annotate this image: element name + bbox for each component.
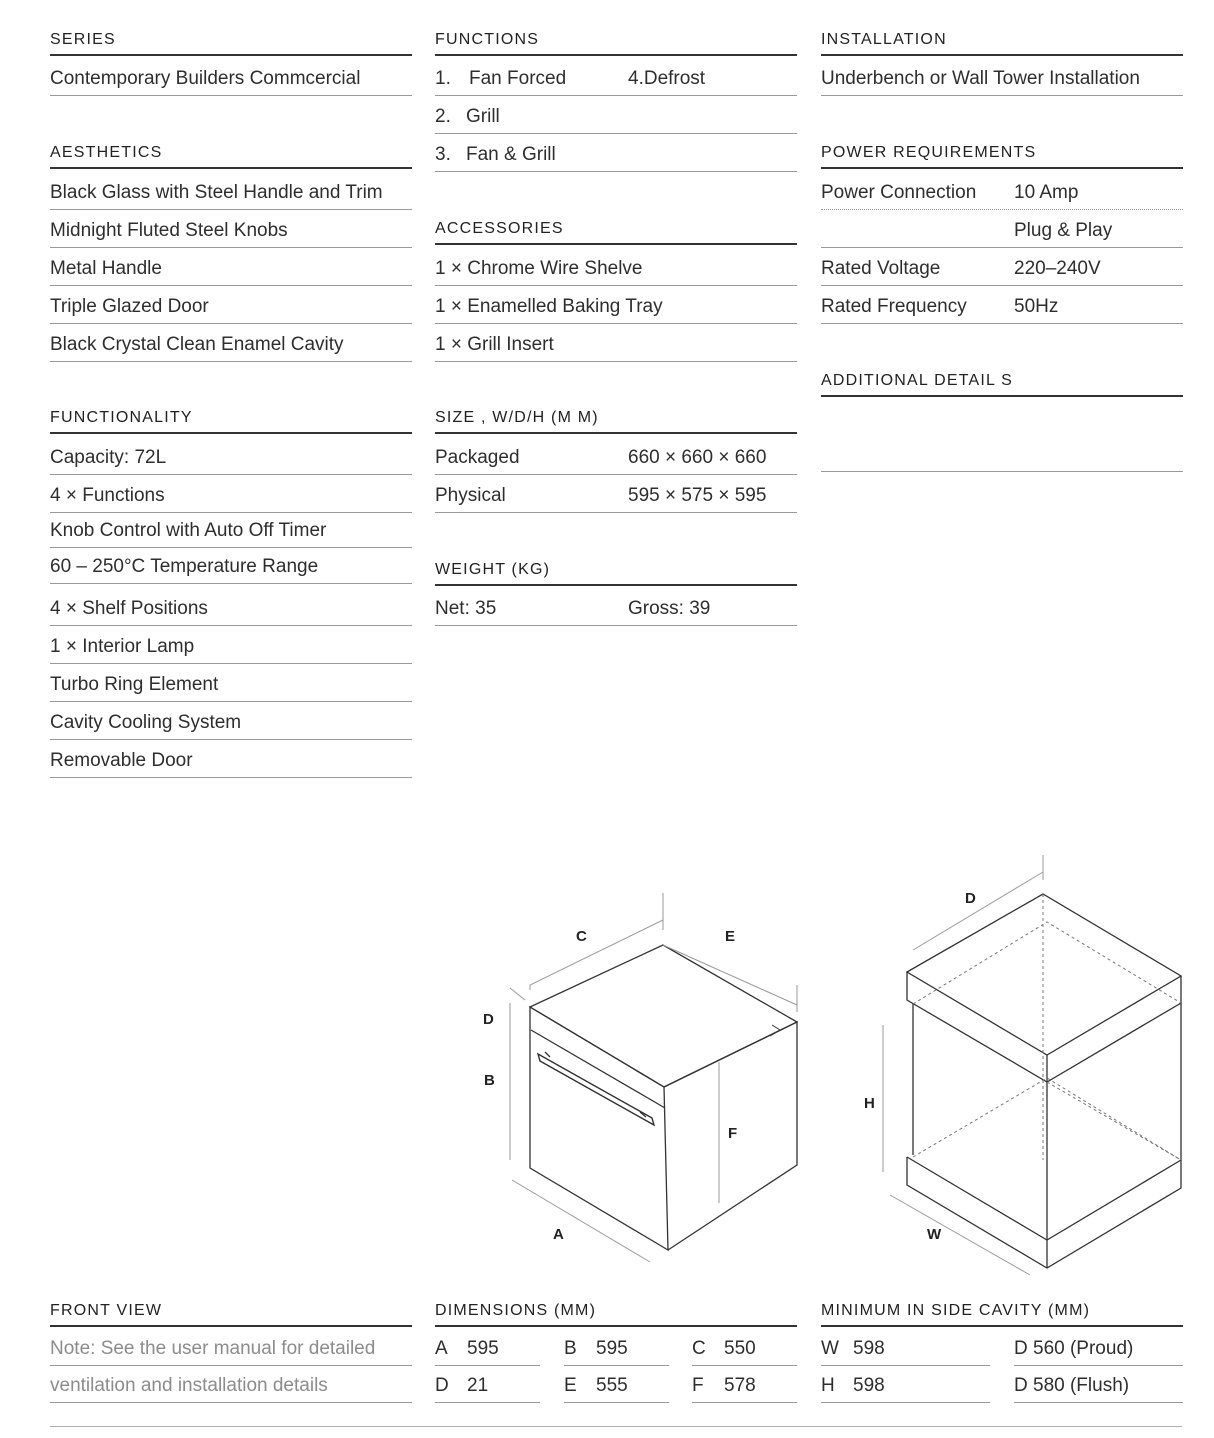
dimension-key: A (435, 1338, 448, 1359)
oven-diagram (530, 945, 797, 1250)
cavity-value: D 580 (Flush) (1014, 1375, 1130, 1396)
oven-label-e: E (725, 928, 736, 945)
front-view-note: Note: See the user manual for detailed (50, 1337, 412, 1366)
dimension-line-a (512, 1180, 650, 1262)
dimension-key: B (564, 1338, 577, 1359)
functionality-item: Cavity Cooling System (50, 711, 412, 740)
dimension-value: 21 (467, 1375, 489, 1396)
dimension-value: 595 (596, 1338, 628, 1359)
cavity-value: 598 (853, 1338, 885, 1359)
front-view-note: ventilation and installation details (50, 1374, 412, 1403)
aesthetics-item: Triple Glazed Door (50, 295, 412, 324)
additional-heading: ADDITIONAL DETAIL S (821, 373, 1183, 397)
cavity-label-d: D (965, 890, 976, 907)
front-view-heading: FRONT VIEW (50, 1303, 412, 1327)
dimension-value: 550 (724, 1338, 756, 1359)
function-label: Fan & Grill (466, 144, 556, 165)
dimension-key: E (564, 1375, 577, 1396)
oven-control-strip (531, 1030, 665, 1108)
dimension-value: 595 (467, 1338, 499, 1359)
oven-label-c: C (576, 928, 587, 945)
accessory-item: 1 × Enamelled Baking Tray (435, 295, 797, 324)
cavity-bottom-edge (907, 1157, 1181, 1268)
functions-heading: FUNCTIONS (435, 32, 797, 56)
functionality-item: Knob Control with Auto Off Timer (50, 519, 412, 548)
aesthetics-heading: AESTHETICS (50, 145, 412, 169)
dimension-line-d (913, 872, 1043, 950)
installation-heading: INSTALLATION (821, 32, 1183, 56)
aesthetics-item: Midnight Fluted Steel Knobs (50, 219, 412, 248)
functionality-item: 4 × Shelf Positions (50, 597, 412, 626)
oven-label-b: B (484, 1072, 495, 1089)
function-label: Fan Forced (469, 68, 567, 89)
dimension-line-w (890, 1195, 1030, 1275)
size-value: 660 × 660 × 660 (628, 447, 767, 468)
aesthetics-item: Metal Handle (50, 257, 412, 286)
cavity-value: 598 (853, 1375, 885, 1396)
weight-gross: Gross: 39 (628, 598, 711, 619)
hidden-line (913, 922, 1181, 1004)
weight-heading: WEIGHT (KG) (435, 562, 797, 586)
cavity-heading: MINIMUM IN SIDE CAVITY (MM) (821, 1303, 1183, 1327)
power-value: 10 Amp (1014, 182, 1079, 203)
oven-label-a: A (553, 1226, 564, 1243)
function-number: 3. (435, 144, 451, 165)
oven-label-f: F (728, 1125, 738, 1142)
cavity-label-w: W (927, 1226, 942, 1243)
cavity-bottom (907, 1157, 1181, 1240)
power-heading: POWER REQUIREMENTS (821, 145, 1183, 169)
footer-rule (50, 1426, 1182, 1427)
functionality-item: Removable Door (50, 749, 412, 778)
functionality-item: 60 – 250°C Temperature Range (50, 555, 412, 584)
dimensions-heading: DIMENSIONS (MM) (435, 1303, 797, 1327)
function-label: Grill (466, 106, 500, 127)
cavity-key: H (821, 1375, 835, 1396)
accessory-item: 1 × Grill Insert (435, 333, 797, 362)
oven-dimension-lines (510, 893, 797, 1262)
cavity-value: D 560 (Proud) (1014, 1338, 1134, 1359)
dimension-key: F (692, 1375, 704, 1396)
power-value: 50Hz (1014, 296, 1059, 317)
power-label: Rated Voltage (821, 258, 941, 279)
series-value: Contemporary Builders Commcercial (50, 67, 412, 96)
size-heading: SIZE , W/D/H (M M) (435, 410, 797, 434)
dimension-value: 578 (724, 1375, 756, 1396)
power-label: Rated Frequency (821, 296, 967, 317)
functionality-item: 4 × Functions (50, 484, 412, 513)
functionality-heading: FUNCTIONALITY (50, 410, 412, 434)
cavity-top (907, 894, 1181, 1055)
aesthetics-item: Black Crystal Clean Enamel Cavity (50, 333, 412, 362)
size-value: 595 × 575 × 595 (628, 485, 767, 506)
oven-label-d: D (483, 1011, 494, 1028)
dimension-key: D (435, 1375, 449, 1396)
function-number: 2. (435, 106, 451, 127)
oven-handle (538, 1054, 654, 1125)
series-heading: SERIES (50, 32, 412, 56)
oven-handle-mount (545, 1052, 550, 1057)
power-value: Plug & Play (1014, 220, 1113, 241)
weight-net: Net: 35 (435, 598, 497, 619)
dimension-line-e (663, 945, 797, 1005)
cavity-label-h: H (864, 1095, 875, 1112)
dimension-value: 555 (596, 1375, 628, 1396)
function-number: 1. (435, 68, 451, 89)
accessory-item: 1 × Chrome Wire Shelve (435, 257, 797, 286)
oven-front (530, 1007, 668, 1250)
cavity-key: W (821, 1338, 839, 1359)
power-label: Power Connection (821, 182, 977, 203)
functionality-item: Turbo Ring Element (50, 673, 412, 702)
accessories-heading: ACCESSORIES (435, 221, 797, 245)
cavity-top-edge (907, 972, 1181, 1082)
hidden-line (1047, 1082, 1181, 1160)
installation-value: Underbench or Wall Tower Installation (821, 67, 1183, 96)
dimension-key: C (692, 1338, 706, 1359)
functionality-item: 1 × Interior Lamp (50, 635, 412, 664)
cavity-diagram (907, 894, 1181, 1268)
dimension-line-d (510, 988, 525, 1000)
function-extra: 4.Defrost (628, 68, 706, 89)
functionality-item: Capacity: 72L (50, 446, 412, 475)
power-value: 220–240V (1014, 258, 1101, 279)
size-label: Packaged (435, 447, 520, 468)
oven-top (530, 945, 797, 1087)
aesthetics-item: Black Glass with Steel Handle and Trim (50, 181, 412, 210)
size-label: Physical (435, 485, 506, 506)
